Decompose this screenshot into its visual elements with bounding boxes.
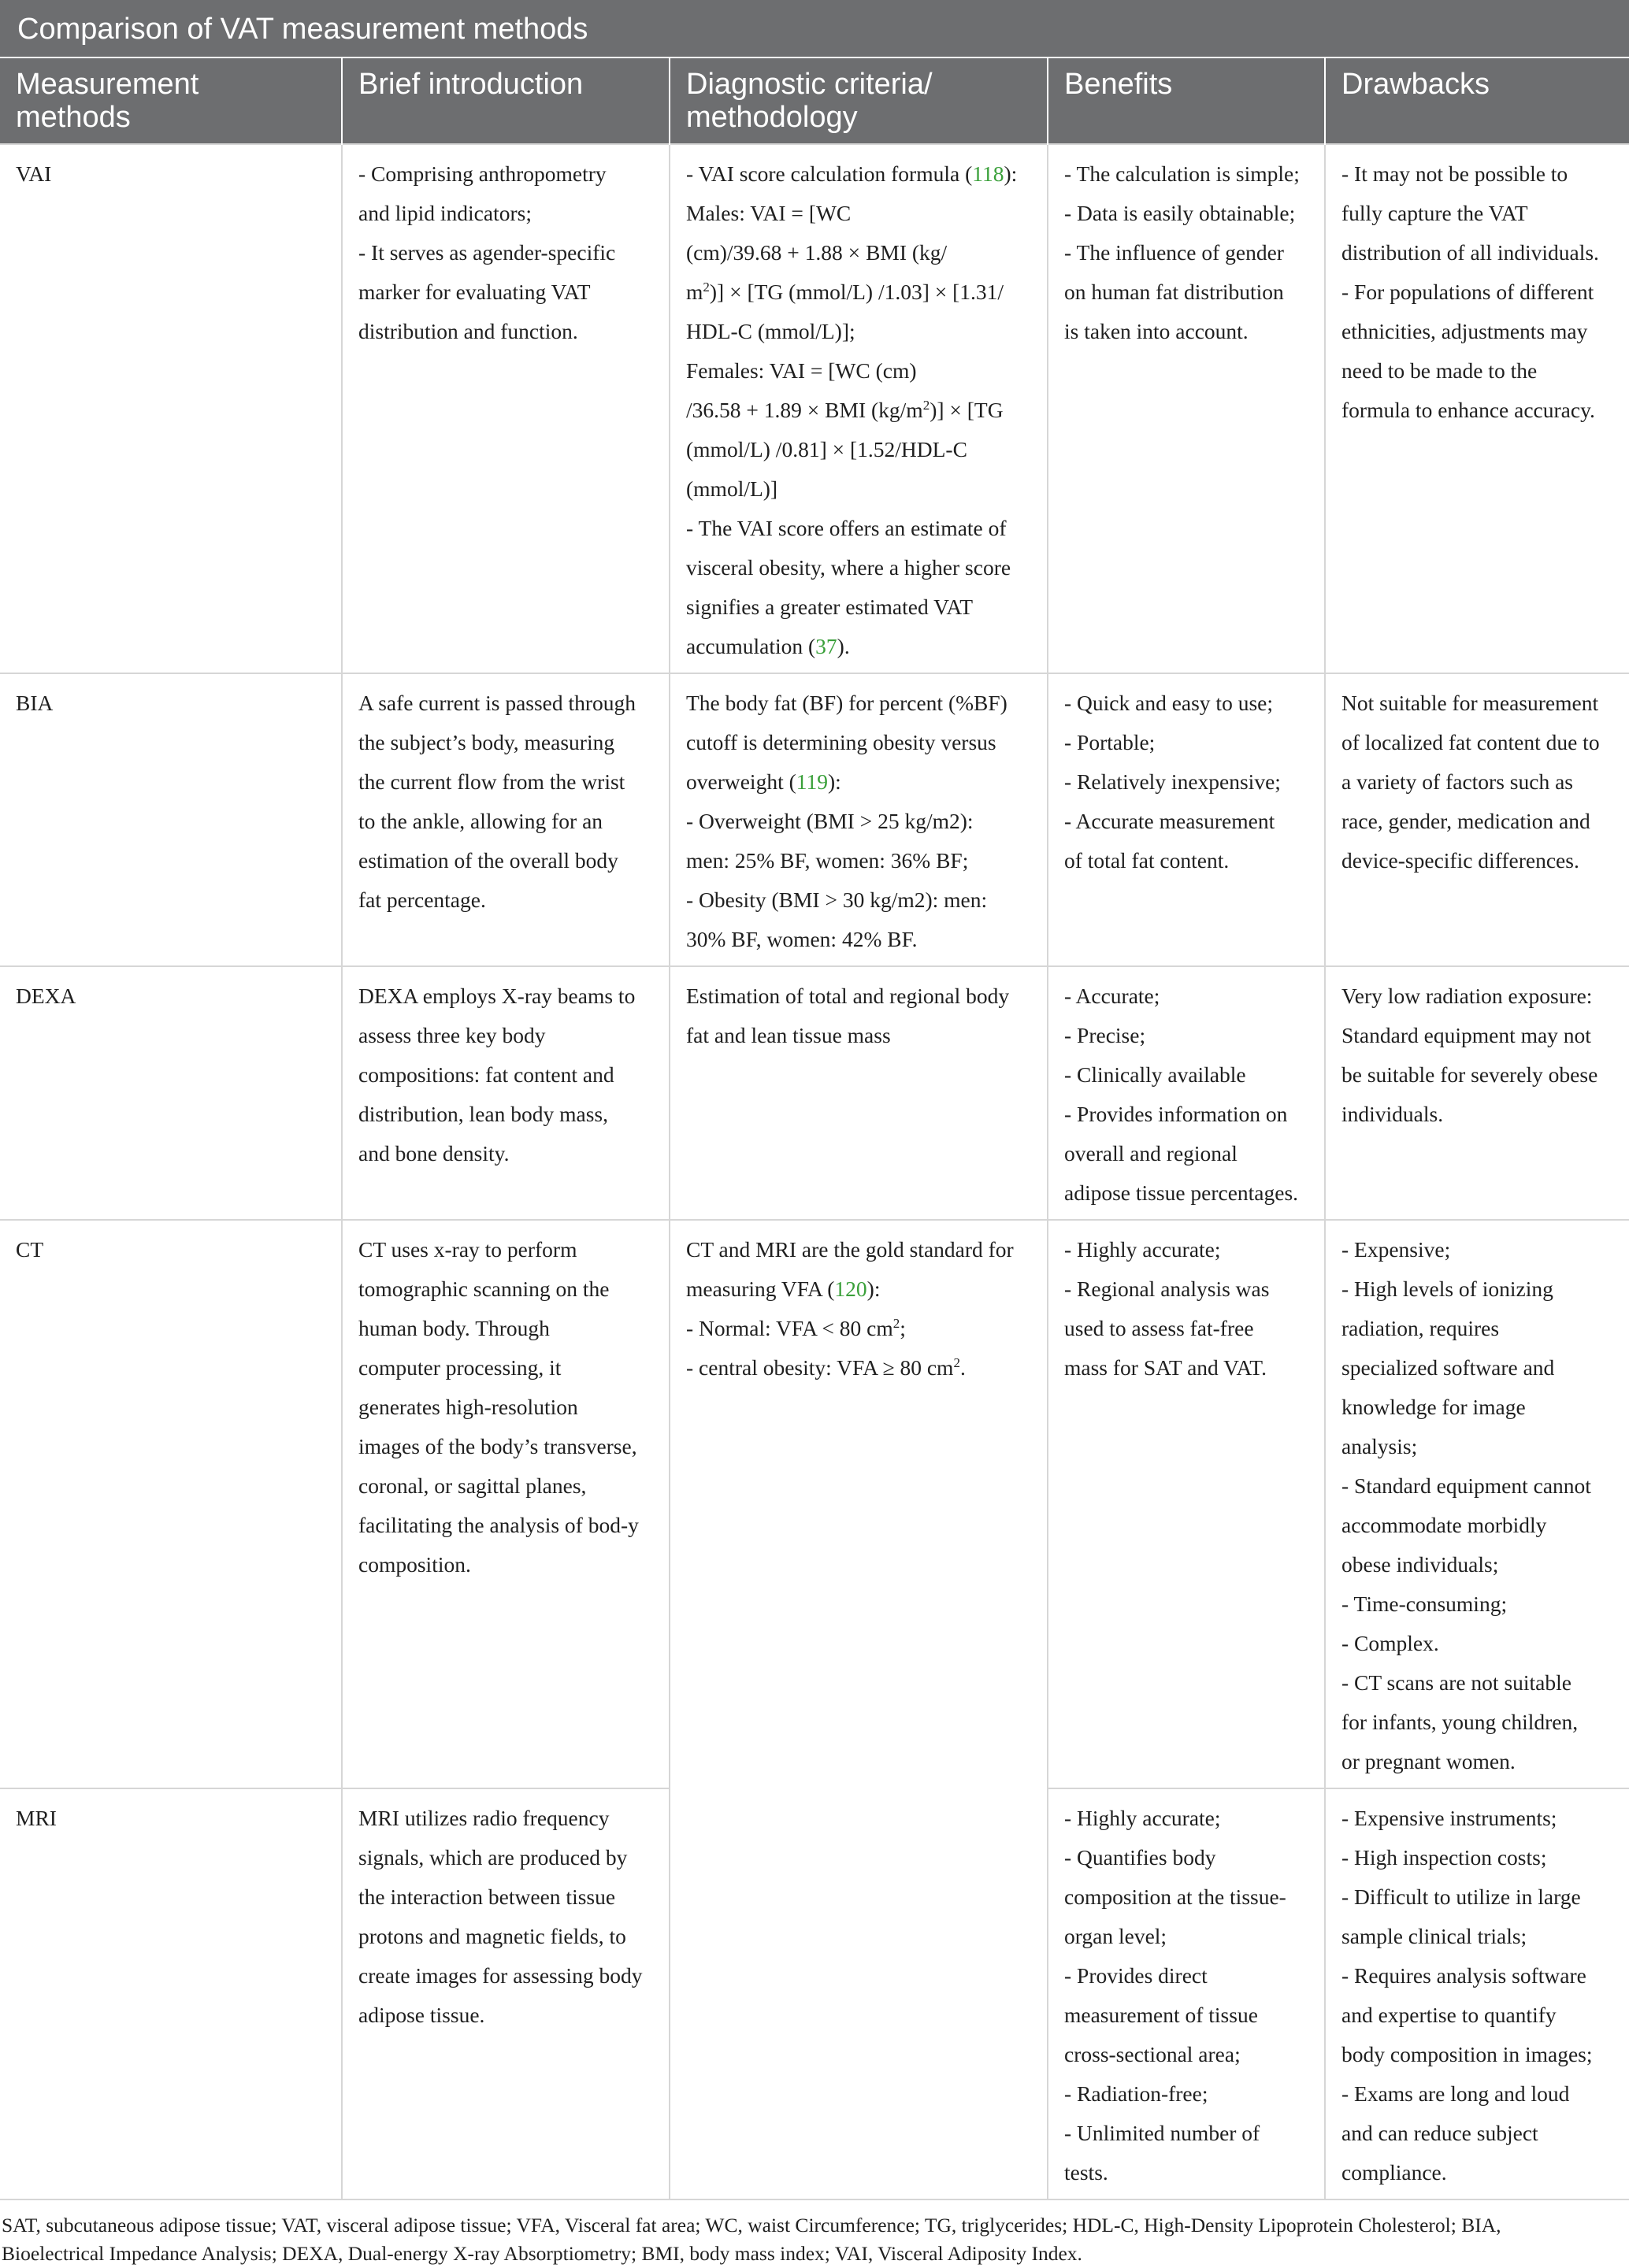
table-title: Comparison of VAT measurement methods [0,0,1629,58]
table-row-dexa [0,966,1629,1220]
cell-benefits: - Accurate; - Precise; - Clinically available - Provides information on overall and regional adipose tissue percentages. [1048,966,1325,1220]
cell-drawbacks: Not suitable for measurement of localized fat content due to a variety of factors such as race, gender, medication and device-specific differences. [1325,673,1629,966]
header-intro: Brief introduction [342,58,670,144]
cell-intro: - Comprising anthropometry and lipid indicators; - It serves as agender-specific marker for evaluating VAT distribution and function. [342,144,670,673]
cell-method: VAI [0,144,342,673]
header-method: Measurement methods [0,58,342,144]
reference-link[interactable]: 120 [834,1277,867,1301]
cell-intro: MRI utilizes radio frequency signals, which are produced by the interaction between tissue protons and magnetic fields, to create images for assessing body adipose tissue. [342,1788,670,2199]
cell-method: MRI [0,1788,342,2199]
cell-benefits: - Highly accurate; - Quantifies body composition at the tissue- organ level; - Provides direct measurement of tissue cross-sectional area; - Radiation-free; - Unlimited number of tests. [1048,1788,1325,2199]
table-row-vai [0,144,1629,673]
table-row-ct [0,1220,1629,1788]
header-benefits: Benefits [1048,58,1325,144]
cell-criteria-ct-mri: CT and MRI are the gold standard for measuring VFA (120): - Normal: VFA < 80 $cm^2$; - central obesity: VFA ≥ 80 $cm^2$. [670,1220,1048,2199]
table-row-bia [0,673,1629,966]
cell-benefits: - Highly accurate; - Regional analysis was used to assess fat-free mass for SAT and VAT. [1048,1220,1325,1788]
table-footnote: SAT, subcutaneous adipose tissue; VAT, visceral adipose tissue; VFA, Visceral fat area; WC, waist Circumference; TG, triglycerides; HDL-C, High-Density Lipoprotein Cholesterol; BIA, Bioelectrical Impedance Analysis; DEXA, Dual-energy X-ray Absorptiometry; BMI, body mass index; VAI, Visceral Adiposity Index. [2,2214,1501,2265]
cell-method: DEXA [0,966,342,1220]
cell-method: BIA [0,673,342,966]
header-criteria: Diagnostic criteria/ methodology [670,58,1048,144]
cell-criteria: Estimation of total and regional body fat and lean tissue mass [670,966,1048,1220]
cell-benefits: - Quick and easy to use; - Portable; - Relatively inexpensive; - Accurate measurement of total fat content. [1048,673,1325,966]
cell-criteria: The body fat (BF) for percent (%BF) cutoff is determining obesity versus overweight (119): - Overweight (BMI > 25 kg/m2): men: 25% BF, women: 36% BF; - Obesity (BMI > 30 kg/m2): men: 30% BF, women: 42% BF. [670,673,1048,966]
cell-criteria: - VAI score calculation formula (118): Males: VAI = [WC (cm)/39.68 + 1.88 × BMI (kg/ $m^2)] \times [TG$ (mmol/L) /1.03] × [1.31/ HDL-C (mmol/L)]; Females: VAI = [WC (cm) /36.58 + 1.89 × BMI $(kg/m^2)] \times [TG$ (mmol/L) /0.81] × [1.52/HDL-C (mmol/L)] - The VAI score offers an estimate of visceral obesity, where a higher score signifies a greater estimated VAT accumulation (37). [670,144,1048,673]
cell-drawbacks: - It may not be possible to fully capture the VAT distribution of all individuals. - For populations of different ethnicities, adjustments may need to be made to the formula to enhance accuracy. [1325,144,1629,673]
cell-benefits: - The calculation is simple; - Data is easily obtainable; - The influence of gender on human fat distribution is taken into account. [1048,144,1325,673]
reference-link[interactable]: 118 [972,161,1004,186]
header-drawbacks: Drawbacks [1325,58,1629,144]
cell-intro: A safe current is passed through the subject’s body, measuring the current flow from the wrist to the ankle, allowing for an estimation of the overall body fat percentage. [342,673,670,966]
cell-intro: CT uses x-ray to perform tomographic scanning on the human body. Through computer processing, it generates high-resolution images of the body’s transverse, coronal, or sagittal planes, facilitating the analysis of bod-y composition. [342,1220,670,1788]
reference-link[interactable]: 37 [815,634,837,658]
cell-drawbacks: - Expensive; - High levels of ionizing radiation, requires specialized software and knowledge for image analysis; - Standard equipment cannot accommodate morbidly obese individuals; - Time-consuming; - Complex. - CT scans are not suitable for infants, young children, or pregnant women. [1325,1220,1629,1788]
reference-link[interactable]: 119 [796,769,828,794]
comparison-table [0,58,1629,2200]
cell-drawbacks: - Expensive instruments; - High inspection costs; - Difficult to utilize in large sample clinical trials; - Requires analysis software and expertise to quantify body composition in images; - Exams are long and loud and can reduce subject compliance. [1325,1788,1629,2199]
cell-drawbacks: Very low radiation exposure: Standard equipment may not be suitable for severely obese individuals. [1325,966,1629,1220]
cell-method: CT [0,1220,342,1788]
cell-intro: DEXA employs X-ray beams to assess three key body compositions: fat content and distribution, lean body mass, and bone density. [342,966,670,1220]
header-row [0,58,1629,144]
